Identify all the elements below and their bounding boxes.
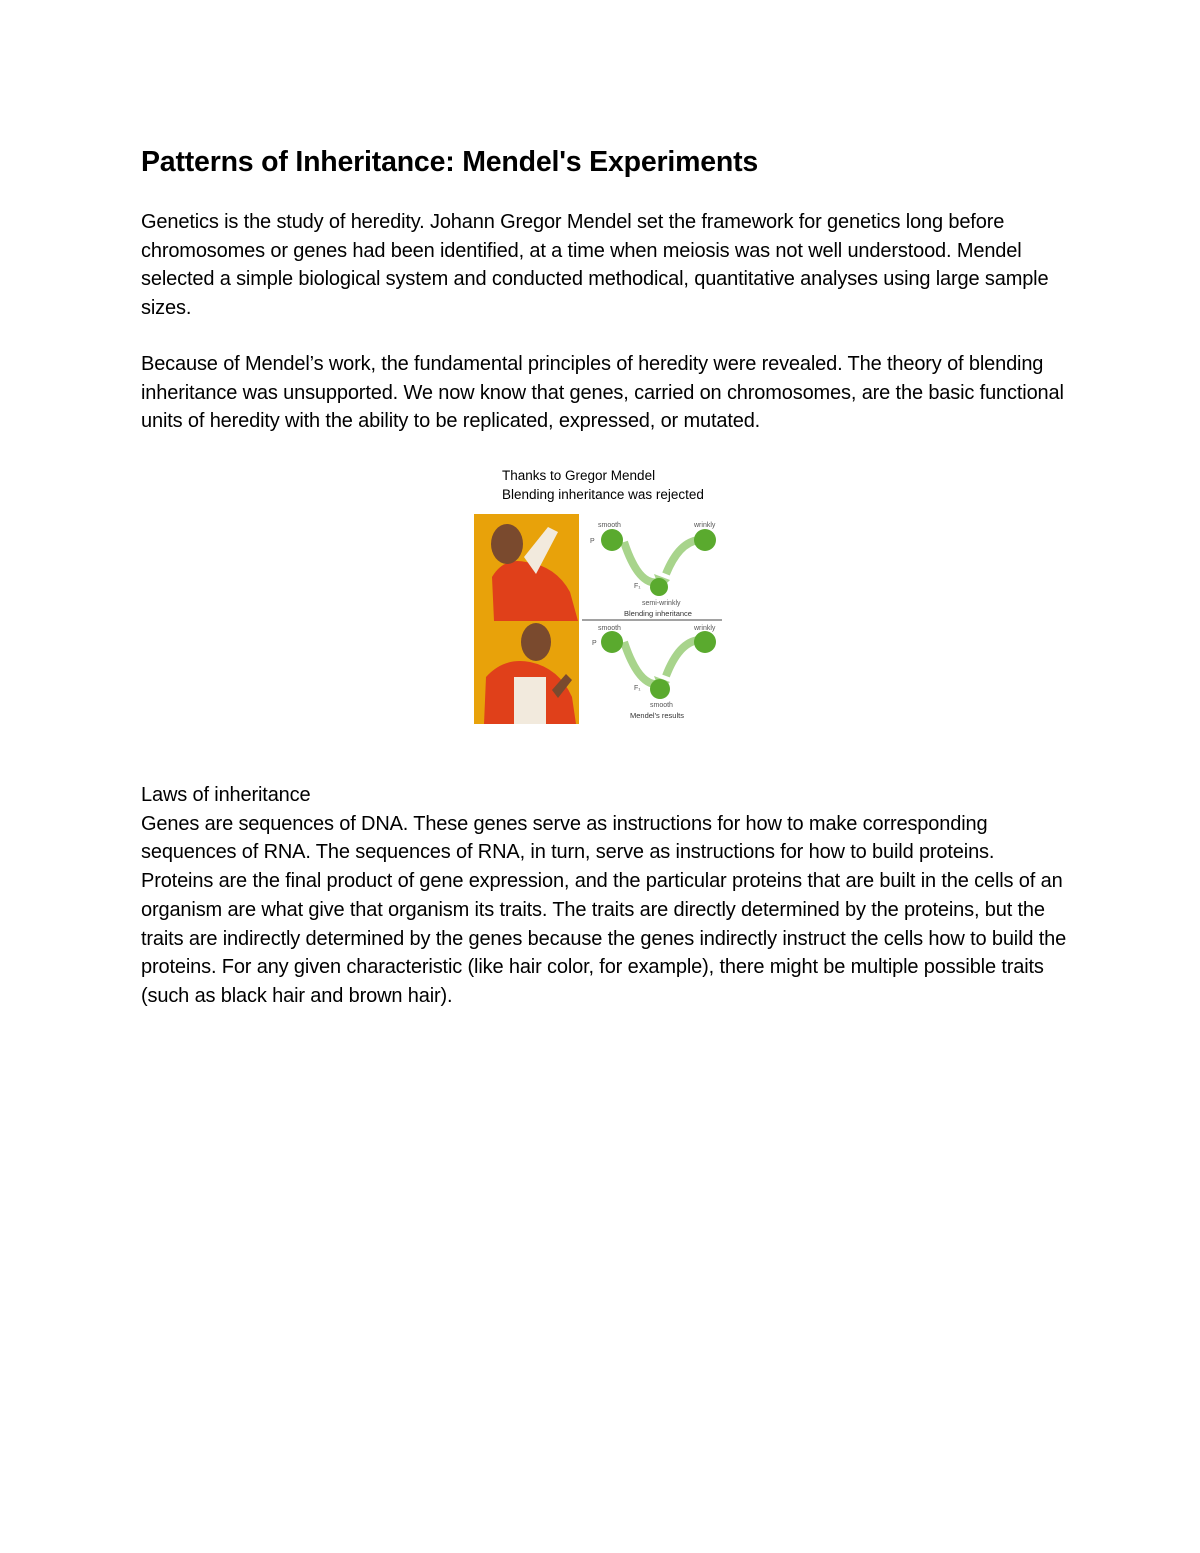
top-label-smooth: smooth [598,522,621,529]
approving-panel [474,621,579,724]
document-body [141,140,1071,436]
figure-caption-line2: Blending inheritance was rejected [502,487,704,502]
genes-paragraph: Genes are sequences of DNA. These genes serve as instructions for how to make corresponding sequences of RNA. The sequences of RNA, in turn, serve as instructions for how to build proteins. Proteins are the final product of gene expression, and the particular proteins that are built in the cells of an organism are what give that organism its traits. The traits are directly determined by the proteins, but the traits are indirectly determined by the genes because the genes indirectly instruct the cells how to build the proteins. For any given characteristic (like hair color, for example), there might be multiple possible traits (such as black hair and brown hair). [141,812,1067,1007]
top-label-wrinkly: wrinkly [694,522,716,529]
bottom-label-smooth: smooth [598,625,621,632]
laws-section [141,781,1071,1011]
meme-image [474,462,726,726]
bottom-offspring-label: smooth [650,702,673,709]
intro-paragraph: Genetics is the study of heredity. Johann Gregor Mendel set the framework for genetics long before chromosomes or genes had been identified, at a time when meiosis was not well understood. Mendel selected a simple biological system and conducted methodical, quantitative analyses using large sample sizes. [141,211,1049,320]
top-gen-p: P [590,538,595,545]
meme-figure [474,462,726,726]
bottom-gen-f1: F₁ [634,685,641,692]
bottom-panel-caption: Mendel's results [630,711,684,720]
bottom-gen-p: P [592,640,597,647]
bottom-label-wrinkly: wrinkly [694,625,716,632]
section-heading: Laws of inheritance [141,784,311,806]
figure-caption-line1: Thanks to Gregor Mendel [502,468,656,483]
mendel-work-paragraph: Because of Mendel’s work, the fundamental principles of heredity were revealed. The theory of blending inheritance was unsupported. We now know that genes, carried on chromosomes, are the basic functional units of heredity with the ability to be replicated, expressed, or mutated. [141,352,1064,433]
top-panel-caption: Blending inheritance [624,609,692,618]
page-title: Patterns of Inheritance: Mendel's Experiments [141,146,759,178]
top-offspring-label: semi-wrinkly [642,600,681,607]
disapproving-panel [474,514,579,621]
blending-diagram [590,522,716,618]
mendel-diagram [592,625,716,720]
top-gen-f1: F₁ [634,583,641,590]
